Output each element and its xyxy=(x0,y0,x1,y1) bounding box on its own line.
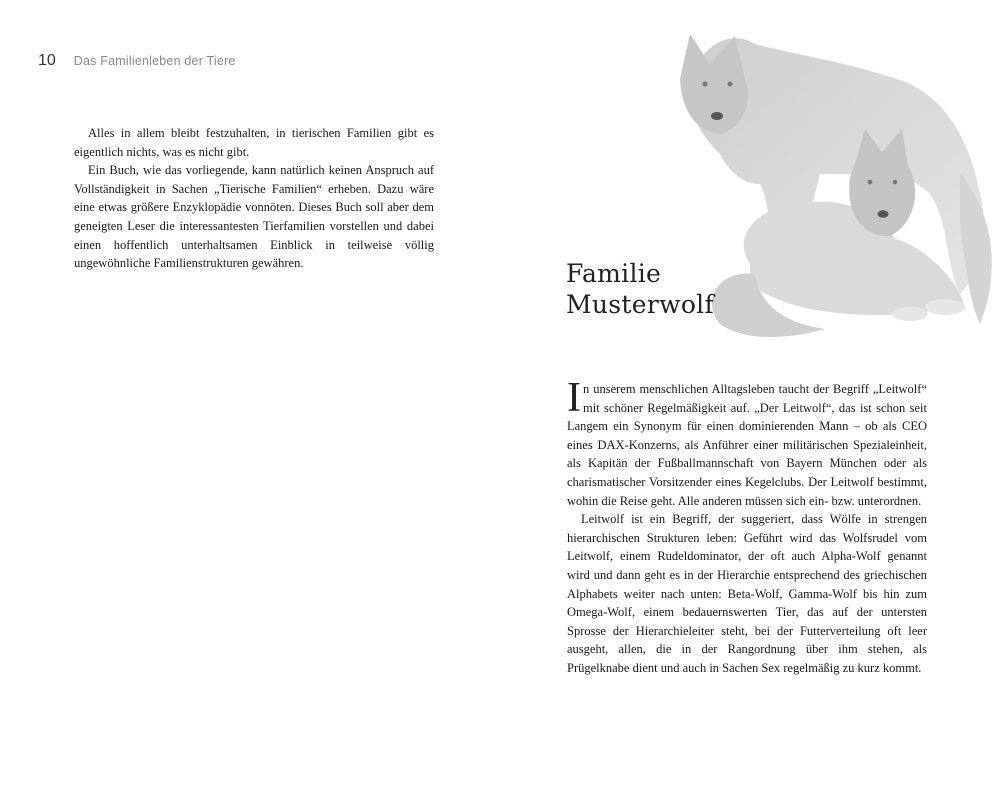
left-paragraph-2: Ein Buch, wie das vorliegende, kann natürlich keinen Anspruch auf Vollständigkeit in Sachen „Tierische Familien“ erheben. Dazu wäre eine etwas größere Enzyklopädie vonnöten. Dieses Buch soll aber dem geneigten Leser die interessantesten Tierfamilien vorstellen und dabei einen hoffentlich unterhaltsamen Einblick in teilweise völlig ungewöhnliche Familienstrukturen gewähren. xyxy=(74,163,434,271)
right-paragraph-2: Leitwolf ist ein Begriff, der suggeriert, dass Wölfe in strengen hierarchischen Strukturen leben: Geführt wird das Wolfsrudel vom Leitwolf, einem Rudeldominator, der oft auch Alpha-Wolf genannt wird und dann geht es in der Hierarchie entsprechend des griechischen Alphabets weiter nach unten: Beta-Wolf, Gamma-Wolf bis hin zum Omega-Wolf, einem bedauernswerten Tier, das auf der untersten Sprosse der Hierarchieleiter steht, bei der Futterverteilung oft leer ausgeht, allen, die in der Rangordnung über ihm stehen, als Prügelknabe dient und auch in Sachen Sex regelmäßig zu kurz kommt. xyxy=(567,512,927,675)
page-number: 10 xyxy=(38,52,56,69)
heading-line-2: Musterwolf xyxy=(566,290,715,319)
right-paragraph-1-text: n unserem menschlichen Alltagsleben taucht der Begriff „Leitwolf“ mit schöner Regelmäßigkeit auf. „Der Leitwolf“, das ist schon seit Langem ein Synonym für einen dominierenden Mann – ob als CEO eines DAX-Konzerns, als Anführer einer militärischen Spezialeinheit, als Kapitän der Fußballmannschaft von Bayern München oder als charismatischer Vorsitzender eines Kegelclubs. Der Leitwolf bestimmt, wohin die Reise geht. Alle anderen müssen sich ein- bzw. unterordnen. xyxy=(567,382,927,508)
right-page xyxy=(500,0,1000,796)
drop-cap: I xyxy=(567,375,581,421)
right-paragraph-1 xyxy=(567,375,927,510)
running-head-title: Das Familienleben der Tiere xyxy=(73,54,236,68)
left-body-text xyxy=(74,124,434,273)
section-heading xyxy=(566,258,714,320)
running-head xyxy=(38,52,236,70)
heading-line-1: Familie xyxy=(566,259,662,288)
right-body-text xyxy=(567,375,927,678)
left-paragraph-1: Alles in allem bleibt festzuhalten, in tierischen Familien gibt es eigentlich nichts, was es nicht gibt. xyxy=(74,126,434,159)
